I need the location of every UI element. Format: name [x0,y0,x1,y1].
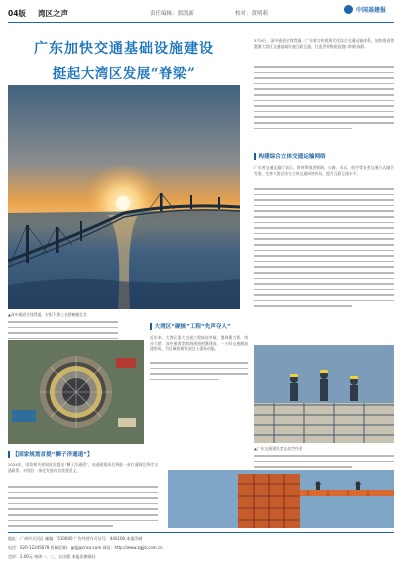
section-name: 湾区之声 [38,9,68,18]
aerial-construction-illustration [8,340,144,444]
header-divider [8,22,394,23]
page-number: 04版 [8,9,26,18]
footer-divider [8,532,394,533]
subhead-marker [150,323,152,330]
hub-paragraph: 近年来，大湾区重大交通工程接连突破，港珠澳大桥、南沙大桥、深中通道等跨海通道相继建成，一小时交通圈加速形成，为区域协调发展注入强劲动能。 [150,335,248,352]
masthead [0,0,402,26]
proofreader-credit: 校对：黄明莉 [235,11,269,17]
intro-paragraph: 5月8日，深中通道全线贯通。广东着力构建现代化综合交通运输体系，加快推进粤港澳大湾区交通基础设施互联互通，打造世界级枢纽港口和机场群。 [254,38,394,49]
newspaper-logo [344,5,386,14]
editor-credit: 责任编辑：郭凯新 [150,11,195,17]
subhead-marker [254,153,256,160]
article-headline [0,38,248,82]
national-plan-paragraph: 2024年，国家相关规划首次提出“狮子洋通道”，该通道建成后将进一步打通珠江两岸交通联系，对湾区一体化发展具有重要意义。 [8,462,158,473]
headline-line-1: 广东加快交通基础设施建设 [34,41,214,57]
newspaper-footer [0,532,402,563]
subhead-hub: 大湾区“硬核”工程“先声夺人” [150,322,231,330]
footer-line-2: 电话：020-12345678 投稿信箱：gdjj@cnce.com 网址：http://www.zgjjb.com.cn [8,545,163,550]
tower-construction-illustration [168,470,394,528]
workers-illustration [254,345,394,443]
workers-photo-caption: ▲广东交通建设者在高空作业 [254,446,303,451]
logo-icon [344,5,353,14]
subhead-network: 构建综合立体交通运输网络 [254,152,326,160]
hub-text-block [150,362,248,384]
footer-line-3: 定价：2.00元 每周一、三、五出版 本报法律顾问 [8,554,96,559]
logo-text: 中国基建报 [356,7,387,14]
subhead-national-plan: 【国家规划首提“狮子洋通道”】 [8,450,93,458]
tower-photo-frame [168,470,394,528]
bridge-sunset-photo [8,85,240,309]
workers-photo [254,345,394,443]
subhead-marker [8,451,10,458]
footer-line-1: 地址：广州市天河区 邮编：510000 广告经营许可证号：440100 本报印刷 [8,536,143,541]
aerial-construction-photo [8,340,144,444]
network-text-block [254,188,394,311]
network-paragraph: 广东省交通运输厅表示，将统筹推进铁路、公路、水运、航空等各类交通方式融合发展，完善大湾区综合立体交通网络布局，提升互联互通水平。 [254,165,394,176]
headline-line-2: 挺起大湾区发展“脊梁” [52,66,196,82]
intro-text-block [254,66,394,133]
body-text-block-left-2 [8,486,158,531]
sunset-photo-caption: ▲深中通道全线贯通，夕阳下海上长桥蜿蜒壮美 [8,312,87,317]
bridge-sunset-illustration [8,85,240,309]
